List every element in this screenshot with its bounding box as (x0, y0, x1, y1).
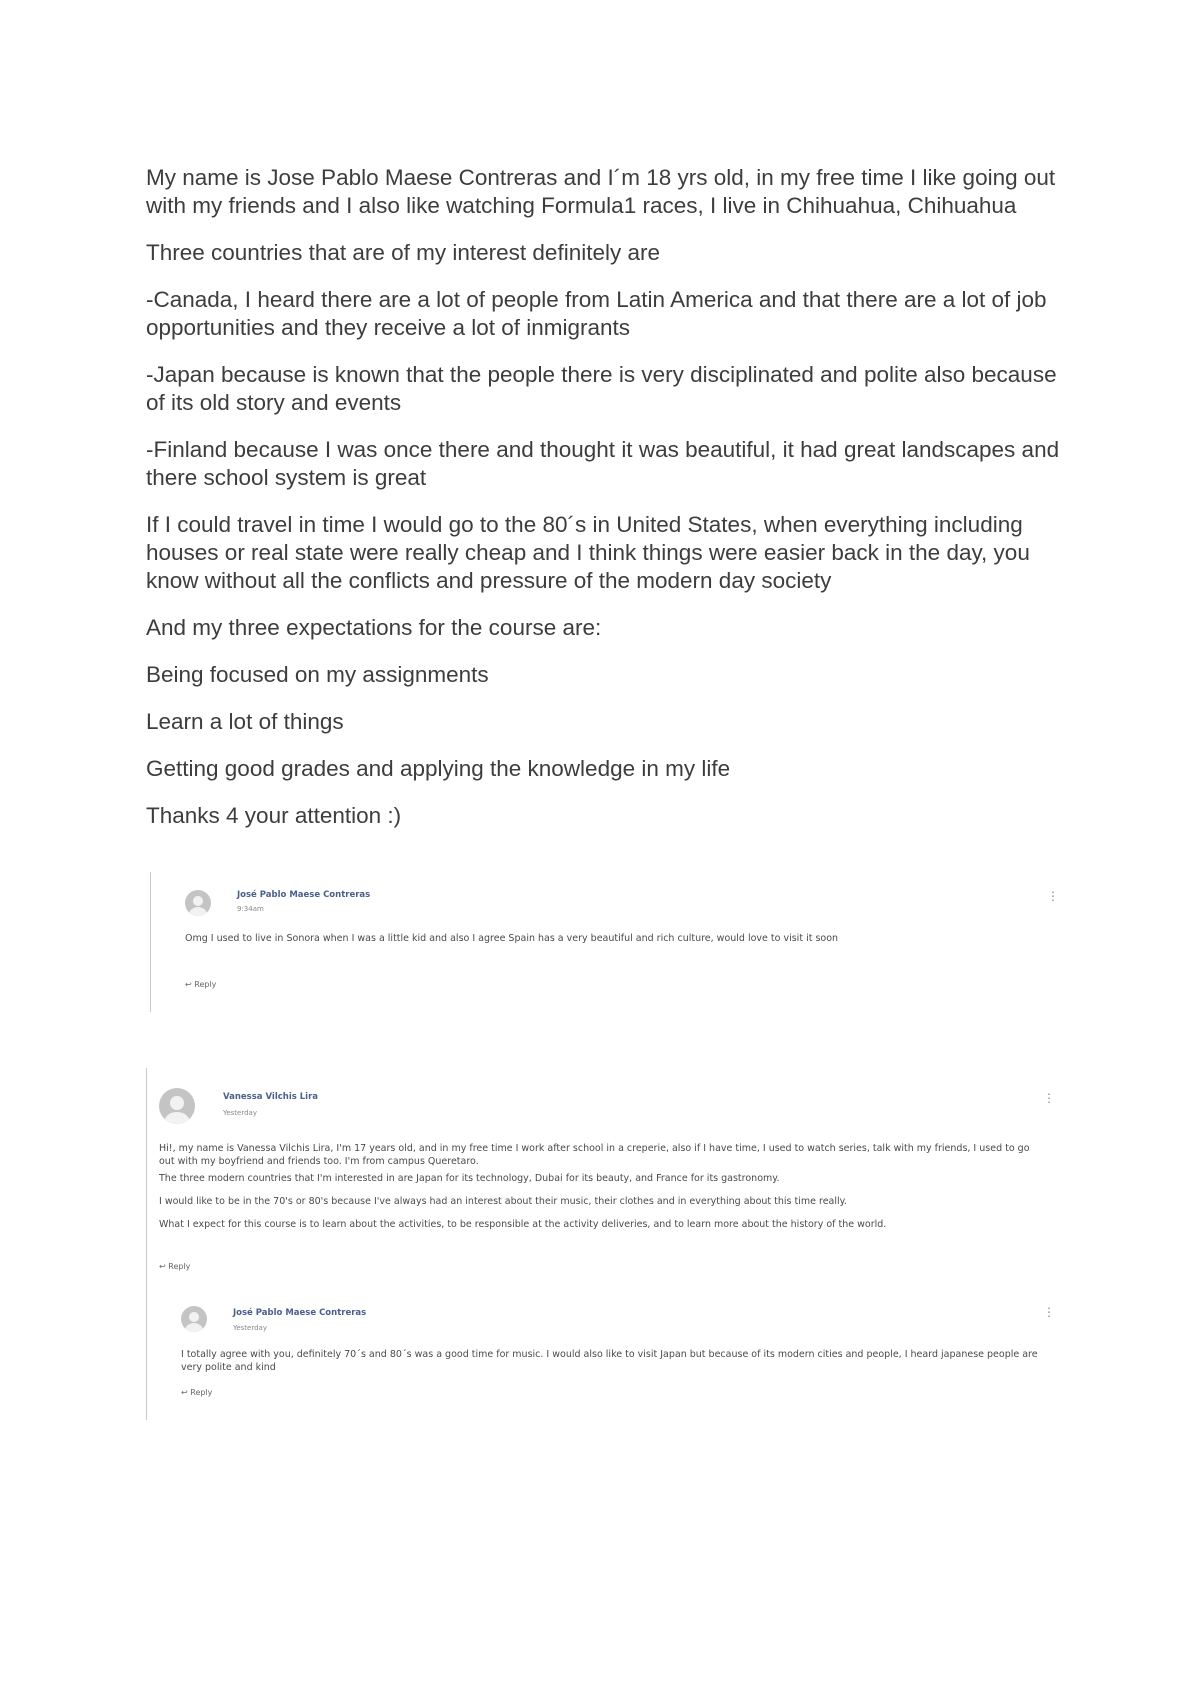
comment-timestamp: 9:34am (237, 905, 264, 913)
post-author[interactable]: Vanessa Vilchis Lira (223, 1092, 319, 1102)
post-timestamp: Yesterday (223, 1109, 257, 1117)
essay-text (146, 164, 1066, 849)
reply-timestamp: Yesterday (233, 1324, 267, 1332)
post-paragraph: The three modern countries that I'm interested in are Japan for its technology, Dubai for its beauty, and France for its gastronomy. (159, 1173, 780, 1184)
essay-paragraph: -Japan because is known that the people there is very disciplinated and polite also because of its old story and events (146, 362, 1057, 415)
essay-paragraph: -Finland because I was once there and thought it was beautiful, it had great landscapes and there school system is great (146, 437, 1060, 490)
essay-paragraph: Three countries that are of my interest definitely are (146, 240, 660, 265)
essay-paragraph: And my three expectations for the course are: (146, 615, 602, 640)
essay-paragraph: Learn a lot of things (146, 709, 344, 734)
reply-button[interactable]: ↩ Reply (181, 1388, 213, 1397)
post-text (159, 1142, 1043, 1231)
discussion-screenshot-1 (150, 872, 1071, 1012)
more-options-icon[interactable]: ⋮ (1043, 1305, 1055, 1319)
more-options-icon[interactable]: ⋮ (1043, 1091, 1055, 1105)
reply-button[interactable]: ↩ Reply (185, 980, 217, 989)
comment-author[interactable]: José Pablo Maese Contreras (237, 890, 371, 900)
reply-button[interactable]: ↩ Reply (159, 1262, 191, 1271)
essay-paragraph: Thanks 4 your attention :) (146, 803, 402, 828)
post-paragraph: What I expect for this course is to learn about the activities, to be responsible at the activity deliveries, and to learn more about the history of the world. (159, 1219, 887, 1230)
essay-paragraph: -Canada, I heard there are a lot of people from Latin America and that there are a lot of job opportunities and they receive a lot of inmigrants (146, 287, 1047, 340)
reply-author[interactable]: José Pablo Maese Contreras (233, 1308, 367, 1318)
essay-paragraph: Being focused on my assignments (146, 662, 489, 687)
essay-paragraph: Getting good grades and applying the knowledge in my life (146, 756, 731, 781)
more-options-icon[interactable]: ⋮ (1047, 889, 1059, 903)
reply-text: I totally agree with you, definitely 70´s and 80´s was a good time for music. I would also like to visit Japan but because of its modern cities and people, I heard japanese people are very polite and kind (181, 1349, 1038, 1373)
avatar (159, 1088, 195, 1124)
comment-text: Omg I used to live in Sonora when I was a little kid and also I agree Spain has a very beautiful and rich culture, would love to visit it soon (185, 933, 839, 944)
essay-paragraph: My name is Jose Pablo Maese Contreras and I´m 18 yrs old, in my free time I like going out with my friends and I also like watching Formula1 races, I live in Chihuahua, Chihuahua (146, 165, 1056, 218)
avatar (181, 1306, 207, 1332)
discussion-screenshot-2 (146, 1068, 1071, 1420)
post-paragraph: Hi!, my name is Vanessa Vilchis Lira, I'm 17 years old, and in my free time I work after school in a creperie, also if I have time, I used to watch series, talk with my friends, I used to go out with my boyfriend and friends too. I'm from campus Queretaro. (159, 1143, 1030, 1167)
post-paragraph: I would like to be in the 70's or 80's because I've always had an interest about their music, their clothes and in everything about this time really. (159, 1196, 847, 1207)
avatar (185, 890, 211, 916)
essay-paragraph: If I could travel in time I would go to the 80´s in United States, when everything including houses or real state were really cheap and I think things were easier back in the day, you know without all the conflicts and pressure of the modern day society (146, 512, 1030, 593)
